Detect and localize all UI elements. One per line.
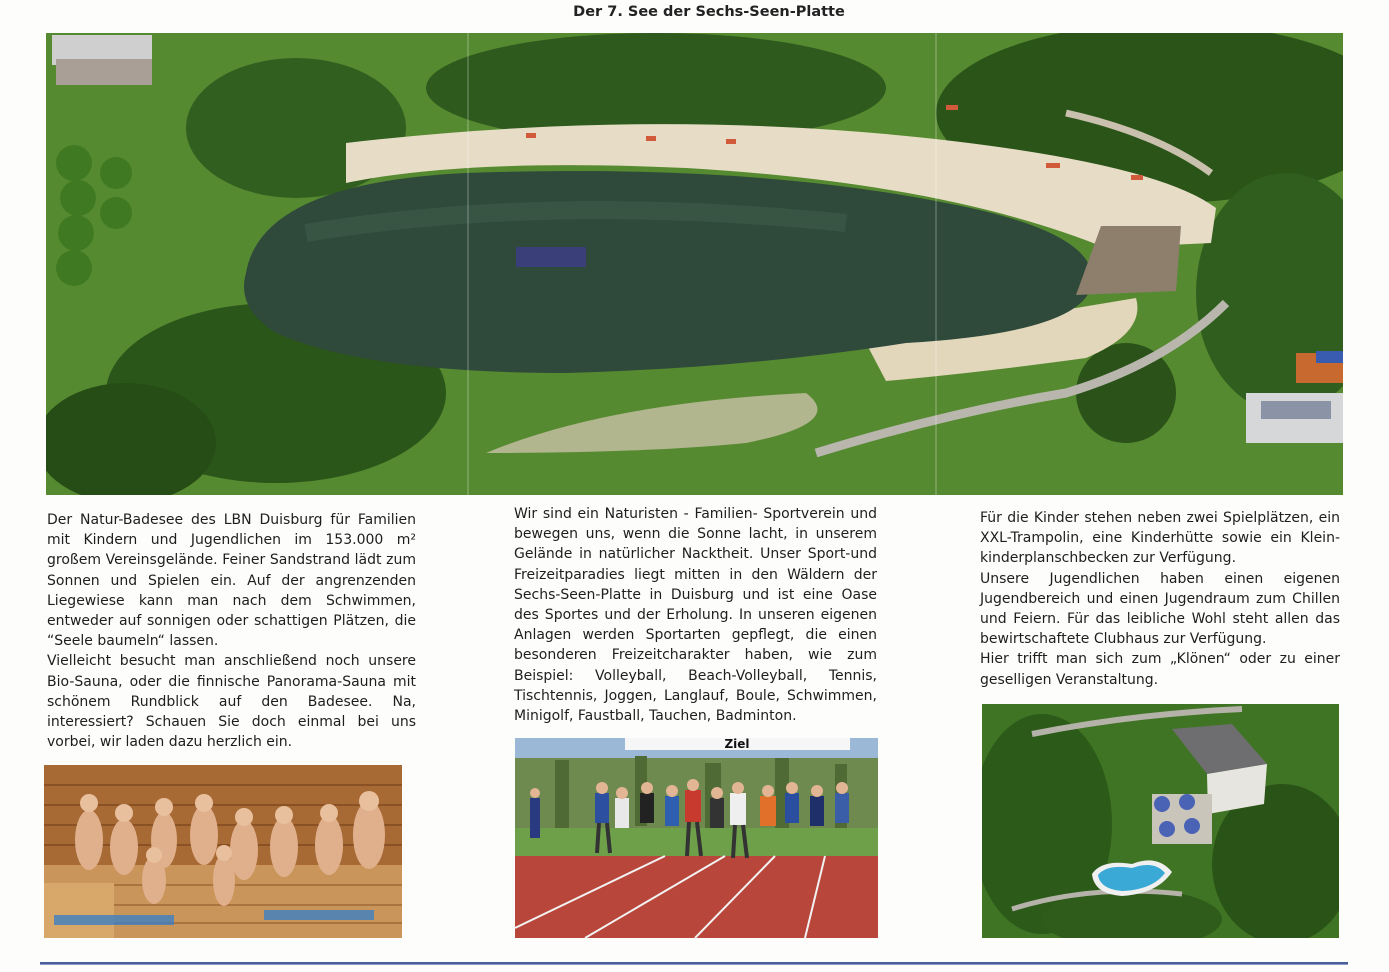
column-1-text — [47, 510, 416, 752]
column-3-paragraph-2: Unsere Jugendlichen haben einen eigenen Jugendbereich und einen Jugendraum zum Chillen und Feiern. Für das leibliche Wohl steht allen das bewirtschaftete Clubhaus zur Verfügung. — [980, 570, 1340, 648]
race-finish-banner: Ziel — [724, 738, 750, 751]
column-2-paragraph-1: Wir sind ein Naturisten - Familien- Sportverein und bewegen uns, wenn die Sonne lacht, in unserem Gelände in natürlicher Nacktheit. Unser Sport-und Freizeitparadies liegt mitten in den Wäldern der Sechs-Seen-Platte in Duisburg und ist eine Oase des Sportes und der Erholung. In unseren eigenen Anlagen werden Sportarten gepflegt, die einen besonderen Freizeitcharakter haben, wie zum Beispiel: Volleyball, Beach-Volleyball, Tennis, Tischtennis, Joggen, Langlauf, Boule, Schwimmen, Minigolf, Faustball, Tauchen, Badminton. — [514, 506, 877, 725]
column-2-text — [514, 504, 877, 726]
page-title: Der 7. See der Sechs-Seen-Platte — [573, 4, 845, 20]
clubhouse-aerial-photo — [982, 704, 1339, 938]
column-1-paragraph-2: Vielleicht besucht man anschließend noch unsere Bio-Sauna, oder die finnische Panorama-Sauna mit schönem Rundblick auf den Badesee. Na, interessiert? Schauen Sie doch einmal bei uns vorbei, wir laden dazu herzlich ein. — [47, 653, 416, 751]
race-photo — [515, 738, 878, 938]
column-1-paragraph-1: Der Natur-Badesee des LBN Duisburg für Familien mit Kindern und Jugendlichen im 153.000 m² großem Vereinsgelände. Feiner Sandstrand lädt zum Sonnen und Spielen ein. Auf der angrenzenden Liegewiese kann man nach dem Schwimmen, entweder auf sonnigen oder schattigen Plätzen, die “Seele baumeln“ lassen. — [47, 512, 416, 650]
bottom-rule — [40, 962, 1348, 965]
lake-aerial-photo — [46, 33, 1343, 495]
column-3-text — [980, 508, 1340, 690]
sauna-photo — [44, 765, 402, 938]
column-3-paragraph-1: Für die Kinder stehen neben zwei Spielplätzen, ein XXL-Trampolin, eine Kinderhütte sowie ein Klein-kinderplanschbecken zur Verfügung. — [980, 510, 1340, 567]
column-3-paragraph-3: Hier trifft man sich zum „Klönen“ oder zu einer geselligen Veranstaltung. — [980, 651, 1340, 688]
